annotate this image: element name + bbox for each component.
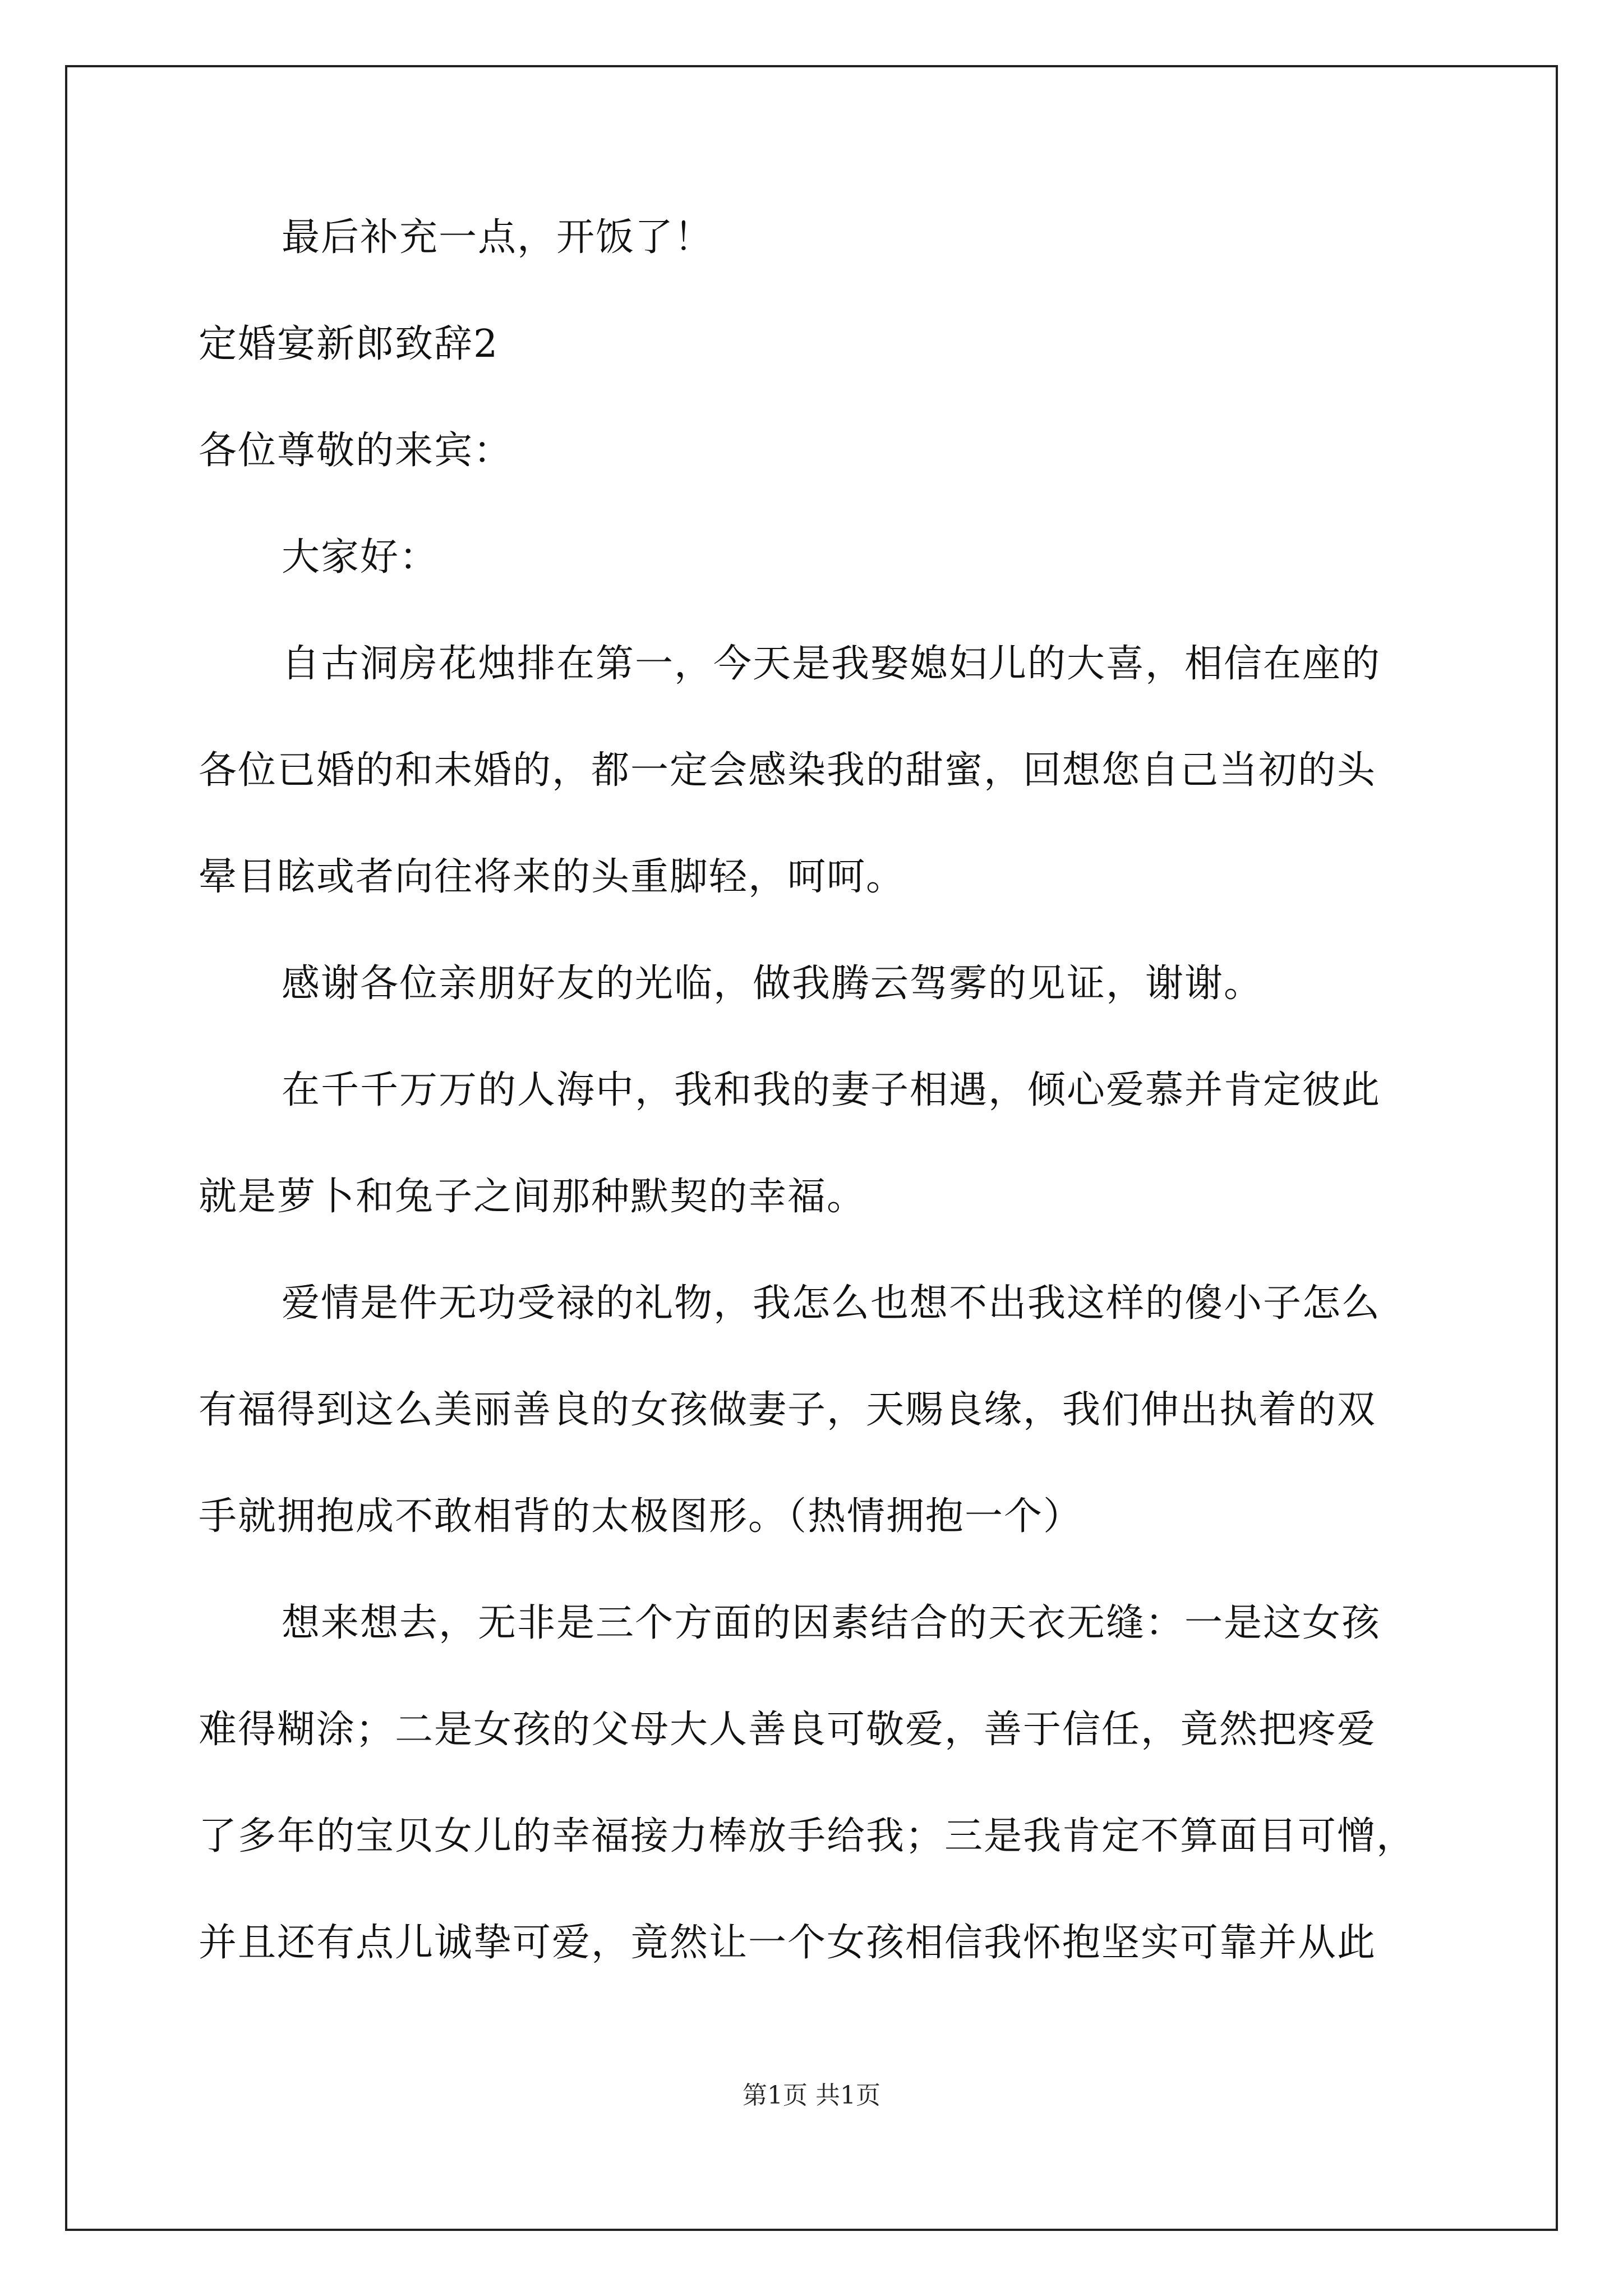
paragraph-line: 晕目眩或者向往将来的头重脚轻，呵呵。 [199, 855, 906, 899]
paragraph-line: 有福得到这么美丽善良的女孩做妻子，天赐良缘，我们伸出执着的双 [199, 1388, 1377, 1432]
paragraph-line: 并且还有点儿诚挚可爱，竟然让一个女孩相信我怀抱坚实可靠并从此 [199, 1921, 1377, 1965]
paragraph-line: 感谢各位亲朋好友的光临，做我腾云驾雾的见证，谢谢。 [282, 961, 1264, 1006]
paragraph-line: 在千千万万的人海中，我和我的妻子相遇，倾心爱慕并肯定彼此 [282, 1068, 1381, 1112]
paragraph-line: 自古洞房花烛排在第一，今天是我娶媳妇儿的大喜，相信在座的 [282, 642, 1381, 686]
greeting: 大家好： [282, 535, 439, 579]
paragraph-line: 各位已婚的和未婚的，都一定会感染我的甜蜜，回想您自己当初的头 [199, 748, 1377, 793]
closing-line: 最后补充一点，开饭了！ [282, 215, 714, 260]
paragraph-line: 就是萝卜和兔子之间那种默契的幸福。 [199, 1175, 866, 1219]
salutation: 各位尊敬的来宾： [199, 429, 513, 473]
paragraph-line: 想来想去，无非是三个方面的因素结合的天衣无缝：一是这女孩 [282, 1601, 1381, 1645]
paragraph-line: 了多年的宝贝女儿的幸福接力棒放手给我；三是我肯定不算面目可憎， [199, 1814, 1416, 1858]
paragraph-line: 爱情是件无功受禄的礼物，我怎么也想不出我这样的傻小子怎么 [282, 1281, 1381, 1326]
page-border [65, 65, 1558, 2231]
paragraph-line: 手就拥抱成不敢相背的太极图形。（热情拥抱一个） [199, 1494, 1083, 1539]
page-number-footer: 第1页 共1页 [743, 2081, 880, 2110]
paragraph-line: 难得糊涂；二是女孩的父母大人善良可敬爱，善于信任，竟然把疼爱 [199, 1708, 1377, 1752]
section-title: 定婚宴新郎致辞2 [199, 322, 499, 366]
